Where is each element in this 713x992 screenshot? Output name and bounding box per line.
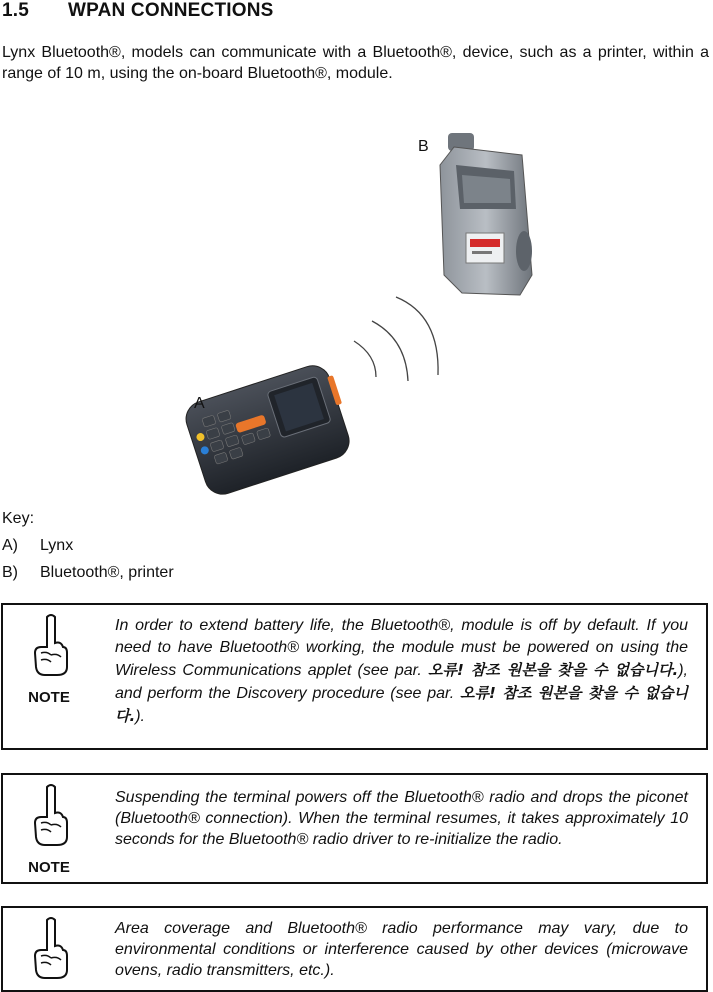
note-box [1, 906, 708, 992]
pointing-hand-icon [31, 613, 71, 677]
note-box [1, 773, 708, 884]
section-number: 1.5 [2, 0, 30, 21]
pointing-hand-icon [31, 783, 71, 847]
key-letter: B) [2, 564, 18, 581]
figure-label-a: A [194, 395, 205, 412]
figure-key [2, 505, 174, 586]
missing-reference-error: 오류! 참조 원본을 찾을 수 없습니다. [115, 684, 689, 725]
missing-reference-error: 오류! 참조 원본을 찾을 수 없습니다. [427, 661, 679, 679]
note-text-part: ). [135, 708, 145, 725]
wpan-illustration [170, 125, 550, 505]
note-label: NOTE [28, 859, 70, 876]
note-text-part: ), and perform the Discovery procedure (see par. [115, 662, 688, 702]
note-text [115, 615, 688, 728]
key-title: Key: [2, 510, 35, 527]
section-heading [2, 0, 274, 22]
signal-waves-icon [354, 297, 438, 381]
section-title: WPAN CONNECTIONS [68, 0, 274, 21]
figure-label-b: B [418, 138, 429, 155]
note-label: NOTE [28, 689, 70, 706]
pointing-hand-icon [31, 916, 71, 980]
key-item [2, 559, 174, 586]
note-box [1, 603, 708, 750]
note-text: Suspending the terminal powers off the Bluetooth® radio and drops the piconet (Bluetooth® connection). When the terminal resumes, it takes approximately 10 seconds for the Bluetooth® radio driver to re-initialize the radio. [115, 789, 688, 848]
key-letter: A) [2, 537, 18, 554]
wpan-figure [170, 125, 550, 505]
key-text: Bluetooth®, printer [40, 564, 174, 581]
intro-paragraph: Lynx Bluetooth®, models can communicate with a Bluetooth®, device, such as a printer, within a range of 10 m, using the on-board Bluetooth®, module. [2, 44, 709, 82]
note-text: Area coverage and Bluetooth® radio performance may vary, due to environmental conditions or interference caused by other devices (microwave ovens, radio transmitters, etc.). [115, 920, 688, 979]
printer-image [440, 133, 532, 295]
lynx-terminal-image [181, 360, 357, 499]
key-text: Lynx [40, 537, 74, 554]
key-item [2, 532, 174, 559]
note-text-part: In order to extend battery life, the Bluetooth®, module is off by default. If you need to have Bluetooth® working, the module must be powered on using the Wireless Communications applet (see par. [115, 617, 688, 679]
